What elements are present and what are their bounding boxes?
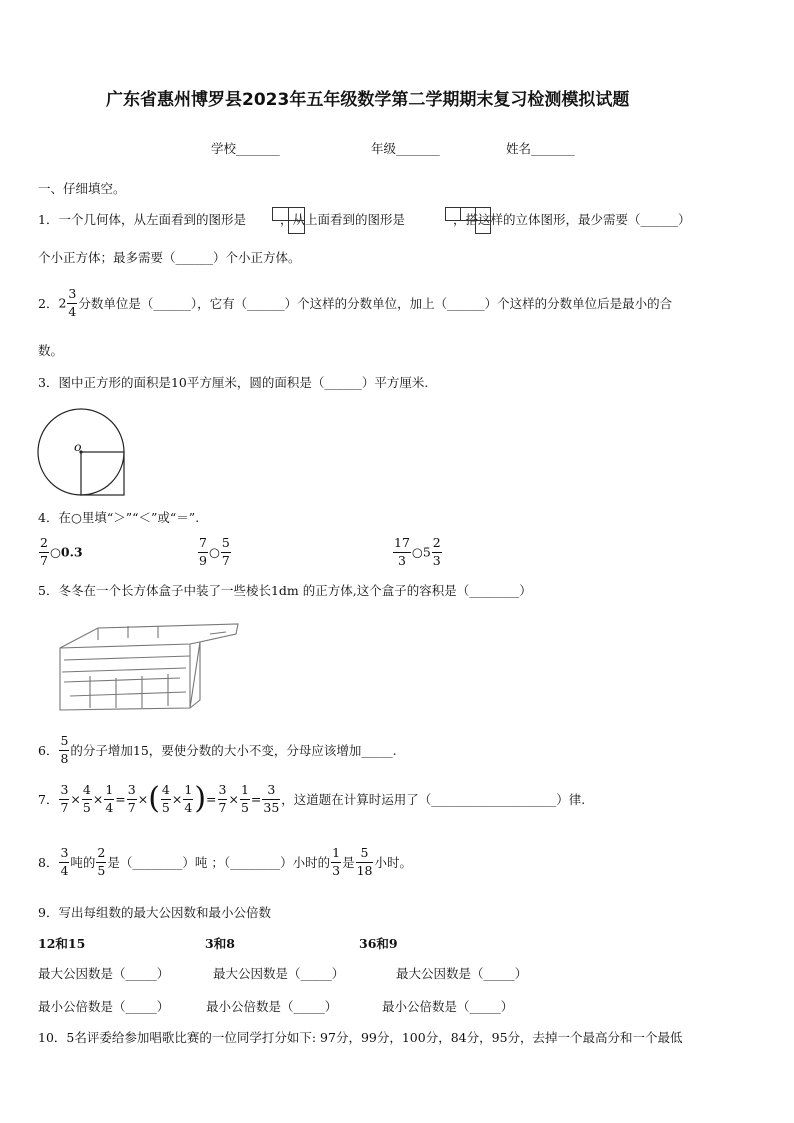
q7-frac-4: $\frac{3}{7}$ (127, 782, 136, 815)
compare-circle-icon[interactable]: ○ (411, 544, 423, 560)
q2-line1 (38, 288, 672, 318)
q4-c2-fraction-b: $\frac{5}{7}$ (221, 535, 230, 568)
q7-frac-9: $\frac{3}{35}$ (263, 782, 280, 815)
q4-c3-fraction-a: $\frac{17}{3}$ (394, 535, 410, 568)
top-view-icon (445, 207, 493, 235)
q8-text-c: 是 (342, 855, 355, 870)
q7-equals: = (206, 791, 217, 807)
q2-fraction: $\frac{3}{4}$ (68, 286, 77, 319)
q7-frac-8: $\frac{1}{5}$ (240, 782, 249, 815)
grade-field[interactable] (371, 143, 440, 156)
school-blank: _______ (236, 141, 280, 156)
q9-gcd-1: 最大公因数是（_____） (38, 966, 170, 981)
q7-times: × (137, 791, 149, 807)
q7-equals: = (115, 791, 126, 807)
left-view-icon (272, 207, 306, 235)
q3-text: 3．图中正方形的面积是10平方厘米，圆的面积是（______）平方厘米. (38, 375, 429, 390)
circle-square-figure (37, 406, 129, 498)
q8-line (38, 847, 412, 877)
q7-line (38, 781, 586, 816)
q4-c1-rhs: 0.3 (60, 544, 83, 560)
q7-frac-6: $\frac{1}{4}$ (184, 782, 193, 815)
q7-frac-5: $\frac{4}{5}$ (161, 782, 170, 815)
box-figure (50, 620, 242, 712)
compare-circle-icon[interactable]: ○ (49, 544, 61, 560)
q8-number: 8． (38, 855, 59, 870)
q9-lcm-1: 最小公倍数是（_____） (38, 999, 170, 1014)
q9-gcd-3: 最大公因数是（_____） (396, 966, 528, 981)
q1-line2: 个小正方体；最多需要（______）个小正方体。 (38, 250, 301, 265)
q2-number: 2． (38, 296, 59, 311)
q7-frac-7: $\frac{3}{7}$ (218, 782, 227, 815)
school-field[interactable] (211, 143, 280, 156)
q7-frac-3: $\frac{1}{4}$ (105, 782, 114, 815)
q9-lcm-2: 最小公倍数是（_____） (206, 999, 338, 1014)
q7-times: × (70, 791, 81, 807)
q7-text: ，这道题在计算时运用了（____________________）律. (281, 792, 586, 807)
q4-c2-fraction-a: $\frac{7}{9}$ (199, 535, 207, 568)
page-title: 广东省惠州博罗县2023年五年级数学第二学期期末复习检测模拟试题 (106, 90, 630, 110)
q8-frac-2: $\frac{2}{5}$ (97, 845, 106, 878)
q7-left-paren: ( (148, 781, 160, 816)
circle-center-label: o (74, 439, 82, 454)
compare-circle-icon[interactable]: ○ (208, 544, 220, 560)
section-heading: 一、仔细填空。 (38, 181, 126, 196)
q4-c3-fraction-b: $\frac{2}{3}$ (432, 535, 441, 568)
q2-whole: 2 (58, 295, 67, 311)
q8-text-d: 小时。 (374, 855, 412, 870)
school-label: 学校 (211, 141, 237, 156)
q7-times: × (228, 791, 239, 807)
q9-group-3: 36和9 (359, 936, 398, 951)
q6-line (38, 735, 397, 765)
q2-mixed-number (58, 288, 78, 318)
q4-c1-fraction: $\frac{2}{7}$ (40, 535, 48, 568)
q8-frac-1: $\frac{3}{4}$ (60, 845, 69, 878)
q7-right-paren: ) (194, 781, 207, 816)
name-blank: _______ (531, 141, 575, 156)
q1-text-a: 1．一个几何体，从左面看到的图形是 (38, 212, 246, 227)
q8-frac-4: $\frac{5}{18}$ (356, 845, 373, 878)
q4-text: 4．在○里填“＞”“＜”或“＝”. (38, 510, 200, 525)
q8-text-a: 吨的 (70, 855, 96, 870)
q9-group-2: 3和8 (205, 936, 235, 951)
q1-text-b: ，从上面看到的图形是 (279, 212, 405, 227)
q4-c3-whole: 5 (422, 544, 431, 560)
q9-lcm-3: 最小公倍数是（_____） (382, 999, 514, 1014)
q9-text: 9．写出每组数的最大公因数和最小公倍数 (38, 905, 271, 920)
q7-times: × (171, 791, 183, 807)
q7-equals: = (250, 791, 262, 807)
q6-number: 6． (38, 743, 59, 758)
grade-label: 年级 (371, 141, 397, 156)
q6-fraction: $\frac{5}{8}$ (60, 733, 69, 766)
q5-text: 5．冬冬在一个长方体盒子中装了一些棱长1dm 的正方体,这个盒子的容积是（________） (38, 583, 532, 598)
q10-text: 10．5名评委给参加唱歌比赛的一位同学打分如下: 97分，99分，100分，84分，95分，去掉一个最高分和一个最低 (38, 1030, 683, 1045)
q4-compare-3 (392, 537, 443, 567)
name-field[interactable] (506, 143, 575, 156)
q2-text-a: 分数单位是（______），它有（______）个这样的分数单位，加上（______）个这样的分数单位后是最小的合 (78, 296, 673, 311)
q6-text: 的分子增加15，要使分数的大小不变，分母应该增加_____. (70, 743, 397, 758)
grade-blank: _______ (396, 141, 440, 156)
q9-gcd-2: 最大公因数是（_____） (213, 966, 345, 981)
q4-compare-2 (197, 537, 232, 567)
q2-line2: 数。 (38, 343, 64, 358)
q9-group-1: 12和15 (38, 936, 86, 951)
q8-text-b: 是（________）吨 ；（________）小时的 (107, 855, 331, 870)
q1-line1 (38, 214, 691, 227)
q8-frac-3: $\frac{1}{3}$ (332, 845, 341, 878)
name-label: 姓名 (506, 141, 532, 156)
q7-times: × (92, 791, 104, 807)
q1-text-c: ，搭这样的立体图形，最少需要（______） (452, 212, 691, 227)
q7-number: 7． (38, 792, 59, 807)
q4-compare-1 (38, 537, 83, 567)
q7-frac-1: $\frac{3}{7}$ (60, 782, 69, 815)
q7-frac-2: $\frac{4}{5}$ (82, 782, 91, 815)
